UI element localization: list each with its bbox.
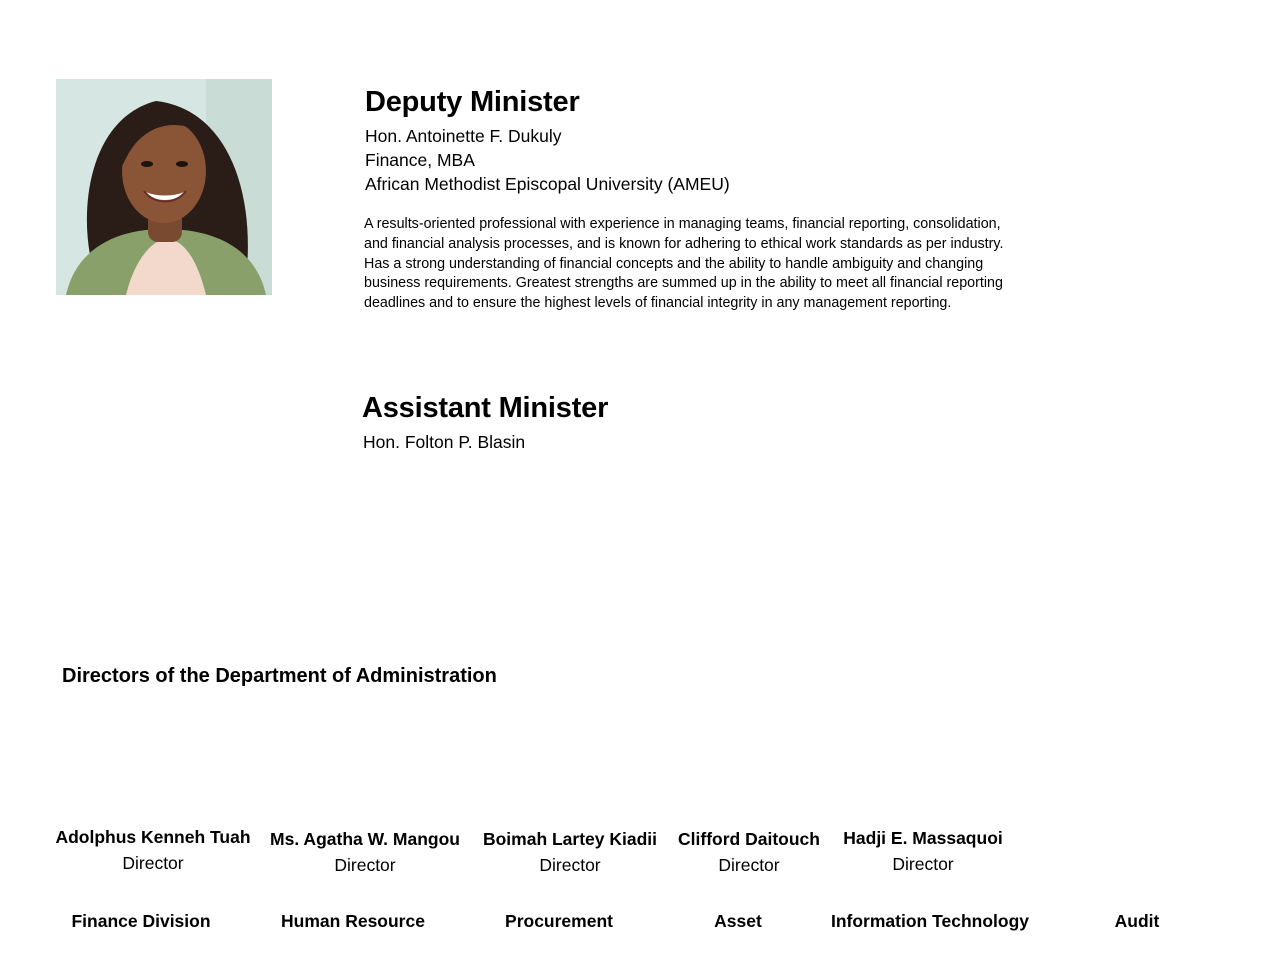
director-name: Hadji E. Massaquoi: [843, 828, 1003, 848]
director-role: Director: [539, 855, 601, 875]
bio-line: A results-oriented professional with experience in managing teams, financial reporting, consolidation,: [364, 216, 1001, 232]
division-label: Information Technology: [830, 911, 1030, 931]
director-name: Ms. Agatha W. Mangou: [270, 829, 460, 849]
deputy-minister-photo: [56, 79, 272, 295]
bio-line: Has a strong understanding of financial concepts and the ability to handle ambiguity and changing: [364, 255, 984, 272]
assistant-minister-heading: Assistant Minister: [362, 392, 609, 424]
division-label: Human Resource: [281, 911, 425, 931]
director-role: Director: [122, 853, 184, 873]
director-role: Director: [718, 855, 780, 875]
deputy-minister-degree: Finance, MBA: [365, 150, 475, 170]
deputy-minister-bio: [364, 215, 1084, 314]
deputy-minister-heading: Deputy Minister: [365, 86, 580, 118]
director-card: [55, 827, 250, 874]
directors-section-title: Directors of the Department of Administration: [62, 665, 497, 687]
director-name: Adolphus Kenneh Tuah: [55, 827, 251, 847]
bio-line: and financial analysis processes, and is known for adhering to ethical work standards as per industry.: [364, 235, 1004, 252]
director-card: [843, 828, 1002, 875]
director-role: Director: [334, 855, 396, 875]
division-label: Audit: [1114, 911, 1160, 931]
assistant-minister-name: Hon. Folton P. Blasin: [363, 432, 526, 452]
bio-line: business requirements. Greatest strengths are summed up in the ability to meet all financial reporting: [364, 275, 1003, 292]
director-name: Clifford Daitouch: [678, 829, 820, 849]
division-label: Procurement: [505, 911, 613, 931]
division-label: Finance Division: [71, 911, 211, 931]
director-card: [270, 829, 460, 876]
bio-line: deadlines and to ensure the highest levels of financial integrity in any management reporting.: [364, 295, 952, 312]
deputy-minister-name: Hon. Antoinette F. Dukuly: [365, 126, 562, 146]
director-card: [678, 829, 820, 876]
director-name: Boimah Lartey Kiadii: [482, 829, 658, 849]
director-role: Director: [892, 854, 954, 874]
director-card: [483, 829, 657, 876]
division-label: Asset: [714, 911, 762, 931]
deputy-minister-school: African Methodist Episcopal University (AMEU): [365, 174, 730, 194]
